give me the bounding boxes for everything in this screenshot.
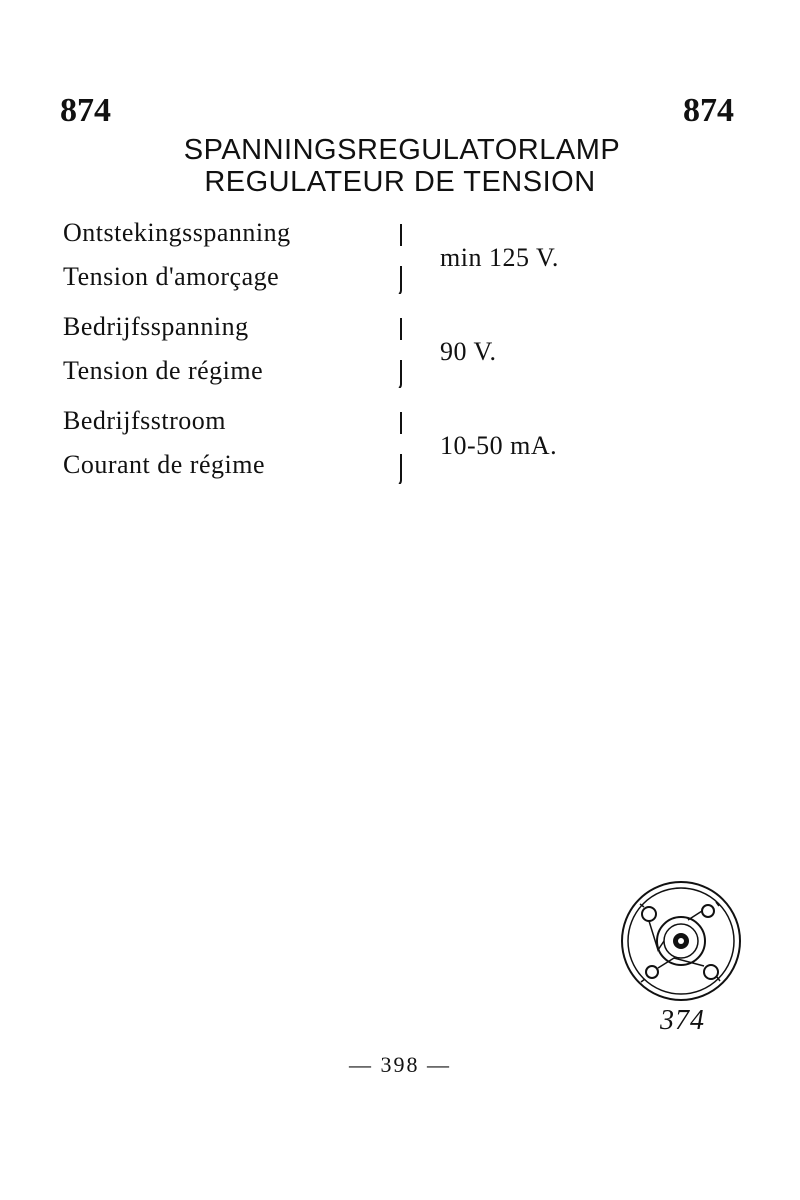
spec-value-operating-voltage: 90 V. bbox=[440, 337, 497, 366]
brace-icon bbox=[398, 224, 404, 294]
spec-label-ignition-voltage-nl: Ontstekingsspanning bbox=[63, 218, 291, 247]
spec-label-operating-voltage-nl: Bedrijfsspanning bbox=[63, 312, 249, 341]
spec-label-operating-voltage-fr: Tension de régime bbox=[63, 356, 264, 385]
socket-diagram-icon bbox=[618, 880, 744, 1007]
brace-icon bbox=[398, 318, 404, 388]
spec-label-ignition-voltage-fr: Tension d'amorçage bbox=[63, 262, 280, 291]
page-number: — 398 — bbox=[349, 1052, 451, 1077]
socket-code-label: 374 bbox=[660, 1005, 705, 1036]
spec-value-operating-current: 10-50 mA. bbox=[440, 431, 558, 460]
spec-label-operating-current-fr: Courant de régime bbox=[63, 450, 265, 479]
tube-number-left: 874 bbox=[60, 92, 111, 129]
spec-value-ignition-voltage: min 125 V. bbox=[440, 243, 559, 272]
title-french: REGULATEUR DE TENSION bbox=[204, 166, 596, 198]
tube-number-right: 874 bbox=[683, 92, 734, 129]
brace-icon bbox=[398, 412, 404, 484]
spec-label-operating-current-nl: Bedrijfsstroom bbox=[63, 406, 226, 435]
title-dutch: SPANNINGSREGULATORLAMP bbox=[183, 134, 621, 166]
